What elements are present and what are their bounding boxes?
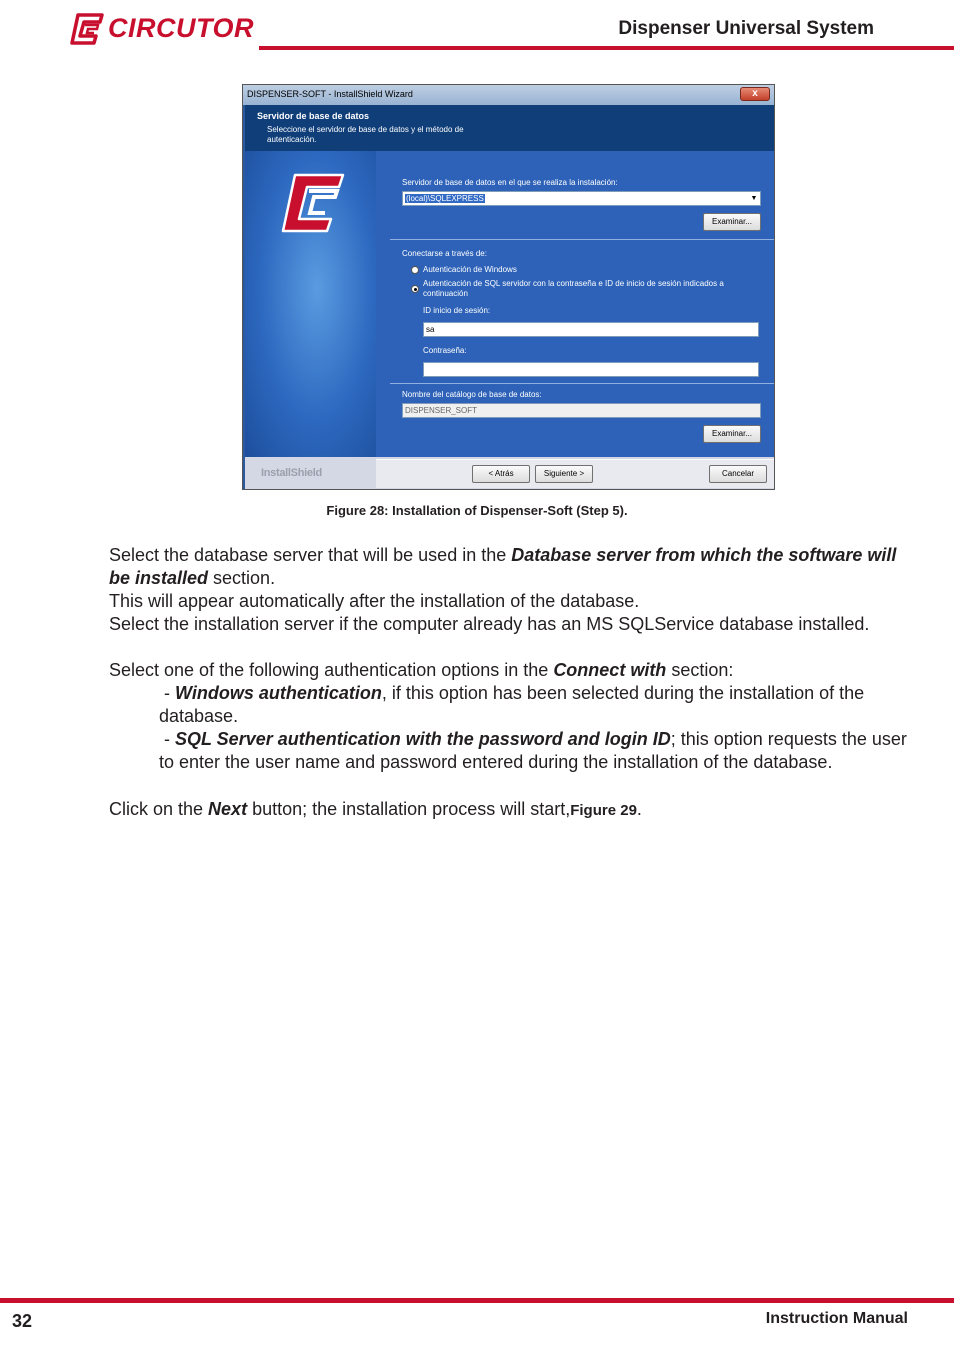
text: Click on the xyxy=(109,799,209,819)
circutor-c-logo-icon xyxy=(281,171,347,237)
text: section: xyxy=(666,660,734,680)
text: button; the installation process will start, xyxy=(247,799,571,819)
emphasis: Next xyxy=(208,799,248,819)
footer-divider xyxy=(0,1298,954,1303)
figure-caption: Figure 28: Installation of Dispenser-Soft (Step 5). xyxy=(326,503,628,518)
paragraph-auto: This will appear automatically after the installation of the database. xyxy=(109,591,640,611)
separator xyxy=(390,383,774,384)
wizard-form xyxy=(376,151,774,457)
back-button[interactable]: < Atrás xyxy=(472,465,530,483)
text: , if this option has been selected during the installation of the database. xyxy=(159,683,865,726)
sql-auth-radio[interactable] xyxy=(411,285,419,293)
wizard-button-bar xyxy=(376,459,774,488)
server-dropdown[interactable] xyxy=(402,191,761,206)
emphasis: SQL Server authentication with the password and login ID xyxy=(175,729,671,749)
sql-auth-label: Autenticación de SQL servidor con la contraseña e ID de inicio de sesión indicados a continuación xyxy=(423,279,724,298)
text: Select one of the following authentication options in the xyxy=(109,660,554,680)
close-icon[interactable]: x xyxy=(740,87,770,101)
server-value: (local)\SQLEXPRESS xyxy=(406,194,484,203)
separator xyxy=(390,239,774,240)
page-number: 32 xyxy=(12,1311,33,1331)
paragraph-next xyxy=(109,798,914,822)
text: section. xyxy=(208,568,276,588)
windows-auth-radio[interactable] xyxy=(411,266,419,274)
paragraph-auth-options xyxy=(109,659,914,682)
login-label: ID inicio de sesión: xyxy=(423,306,491,315)
next-button[interactable]: Siguiente > xyxy=(535,465,593,483)
wizard-banner xyxy=(245,105,774,151)
password-input[interactable] xyxy=(423,362,759,377)
brand-name: CIRCUTOR xyxy=(108,13,255,43)
wizard-footer xyxy=(245,457,774,489)
catalog-input[interactable]: DISPENSER_SOFT xyxy=(402,403,761,418)
option-sql-auth xyxy=(159,728,914,774)
chevron-down-icon[interactable]: ▼ xyxy=(750,195,758,202)
footer-title: Instruction Manual xyxy=(765,1310,908,1327)
emphasis: Database server from which the software will be installed xyxy=(109,545,897,588)
connect-label: Conectarse a través de: xyxy=(402,249,487,258)
browse-server-button[interactable]: Examinar... xyxy=(703,213,761,231)
installer-screenshot xyxy=(242,84,775,490)
password-label: Contraseña: xyxy=(423,346,467,355)
figure-reference-link[interactable]: Figure 29 xyxy=(570,802,637,819)
server-label: Servidor de base de datos en el que se realiza la instalación: xyxy=(402,178,618,187)
window-title: DISPENSER-SOFT - InstallShield Wizard xyxy=(247,89,413,99)
dash: - xyxy=(159,683,175,703)
login-input[interactable]: sa xyxy=(423,322,759,337)
dash: - xyxy=(159,729,175,749)
text: ; this option requests the user to enter the user name and password entered during the installation of the database. xyxy=(159,729,907,772)
installshield-logo: InstallShield xyxy=(261,467,322,479)
header-divider xyxy=(259,46,954,50)
text: Select the database server that will be used in the xyxy=(109,545,512,565)
option-windows-auth xyxy=(159,682,914,728)
windows-auth-label: Autenticación de Windows xyxy=(423,265,517,274)
banner-subtitle: Seleccione el servidor de base de datos y el método de autenticación. xyxy=(267,125,464,144)
text: . xyxy=(636,799,642,819)
cancel-button[interactable]: Cancelar xyxy=(709,465,767,483)
document-title: Dispenser Universal System xyxy=(618,18,874,39)
catalog-label: Nombre del catálogo de base de datos: xyxy=(402,390,542,399)
window-titlebar xyxy=(243,85,774,105)
emphasis: Connect with xyxy=(553,660,667,680)
paragraph-installation-server: Select the installation server if the computer already has an MS SQLService database installed. xyxy=(109,614,870,634)
paragraph-select-server xyxy=(109,544,914,590)
banner-title: Servidor de base de datos xyxy=(257,111,370,121)
browse-catalog-button[interactable]: Examinar... xyxy=(703,425,761,443)
emphasis: Windows authentication xyxy=(175,683,382,703)
